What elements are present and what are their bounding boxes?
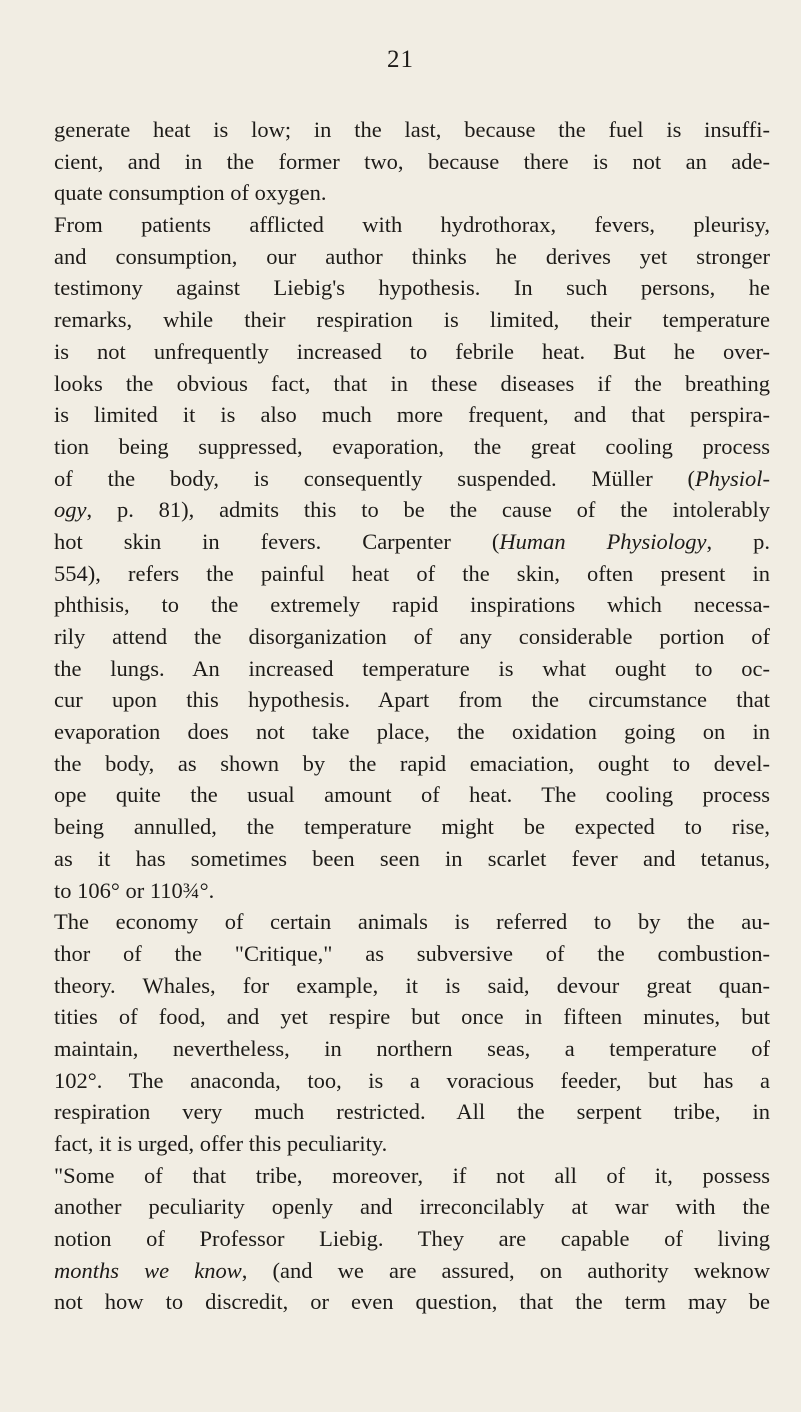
text-line: theory. Whales, for example, it is said, devour great quan-: [54, 972, 770, 998]
text-line: remarks, while their respiration is limited, their temperature: [54, 307, 770, 333]
text-line: generate heat is low; in the last, because the fuel is insuffi-: [54, 117, 770, 142]
text-line: The economy of certain animals is referred to by the au-: [54, 909, 770, 935]
text-line: tities of food, and yet respire but once in fifteen minutes, but: [54, 1004, 770, 1030]
text-line: respiration very much restricted. All the serpent tribe, in: [54, 1099, 770, 1125]
text-line: rily attend the disorganization of any considerable portion of: [54, 624, 770, 649]
text-line: as it has sometimes been seen in scarlet fever and tetanus,: [54, 845, 770, 871]
text-line: is limited it is also much more frequent, and that perspira-: [54, 402, 770, 428]
text-line: of the body, is consequently suspended. Müller (Physiol-: [54, 465, 770, 491]
text-line: to 106° or 110¾°.: [54, 877, 215, 903]
text-line: the body, as shown by the rapid emaciation, ought to devel-: [54, 750, 770, 776]
text-line: and consumption, our author thinks he derives yet stronger: [54, 243, 770, 269]
text-line: 102°. The anaconda, too, is a voracious feeder, but has a: [54, 1067, 770, 1093]
text-line: thor of the "Critique," as subversive of the combustion-: [54, 940, 770, 966]
text-line: months we know, (and we are assured, on authority weknow: [54, 1257, 770, 1283]
text-line: tion being suppressed, evaporation, the great cooling process: [54, 433, 770, 459]
page-number: 21: [387, 46, 414, 73]
text-line: From patients afflicted with hydrothorax, fevers, pleurisy,: [54, 212, 770, 238]
text-line: hot skin in fevers. Carpenter (Human Physiology, p.: [54, 528, 771, 554]
text-line: maintain, nevertheless, in northern seas, a temperature of: [54, 1035, 770, 1061]
text-line: not how to discredit, or even question, that the term may be: [54, 1289, 770, 1315]
text-line: 554), refers the painful heat of the skin, often present in: [54, 560, 770, 586]
text-line: ogy, p. 81), admits this to be the cause of the intolerably: [54, 497, 770, 523]
text-line: another peculiarity openly and irreconcilably at war with the: [54, 1194, 770, 1220]
text-line: fact, it is urged, offer this peculiarity.: [54, 1131, 388, 1156]
text-line: notion of Professor Liebig. They are capable of living: [54, 1226, 770, 1252]
text-line: "Some of that tribe, moreover, if not all of it, possess: [54, 1162, 770, 1188]
text-line: quate consumption of oxygen.: [54, 180, 327, 206]
text-line: ope quite the usual amount of heat. The cooling process: [54, 782, 770, 808]
text-line: evaporation does not take place, the oxidation going on in: [54, 719, 770, 745]
text-line: being annulled, the temperature might be expected to rise,: [54, 814, 770, 840]
text-line: looks the obvious fact, that in these diseases if the breathing: [54, 370, 770, 396]
text-line: testimony against Liebig's hypothesis. In such persons, he: [54, 275, 770, 301]
text-line: phthisis, to the extremely rapid inspirations which necessa-: [54, 592, 770, 618]
body-text: [54, 114, 770, 1318]
text-line: cient, and in the former two, because there is not an ade-: [54, 148, 770, 174]
text-line: the lungs. An increased temperature is what ought to oc-: [54, 655, 770, 681]
text-line: cur upon this hypothesis. Apart from the circumstance that: [54, 687, 770, 713]
text-line: is not unfrequently increased to febrile heat. But he over-: [54, 338, 770, 364]
